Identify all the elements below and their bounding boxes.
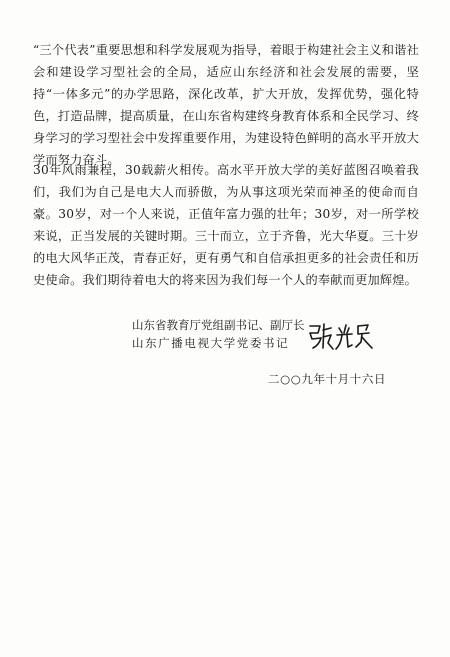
body-paragraph-1: “三个代表”重要思想和科学发展观为指导，着眼于构建社会主义和谐社会和建设学习型社会的全局，适应山东经济和社会发展的需要，坚持“一体多元”的办学思路，深化改革，扩大开放，发挥优势，强化特色，打造品牌，提高质量，在山东省构建终身教育体系和全民学习、终身学习的学习型社会中发挥重要作用，为建设特色鲜明的高水平开放大学而努力奋斗。 [33,43,419,167]
document-date: 二○○九年十月十六日 [268,372,387,386]
body-paragraph-2: 30年风雨兼程，30载薪火相传。高水平开放大学的美好蓝图召唤着我们，我们为自己是电大人而骄傲，为从事这项光荣而神圣的使命而自豪。30岁，对一个人来说，正值年富力强的壮年；30岁，对一所学校来说，正当发展的关键时期。三十而立，立于齐鲁，光大华夏。三十岁的电大风华正茂，青春正好，更有勇气和自信承担更多的社会责任和历史使命。我们期待着电大的将来因为我们每一个人的奉献而更加辉煌。 [33,163,419,287]
signatory-title-2: 山东广播电视大学党委书记 [132,336,290,350]
signatory-title-1: 山东省教育厅党组副书记、副厅长 [132,318,305,332]
signatory-block [132,316,312,352]
handwritten-signature [306,320,374,352]
